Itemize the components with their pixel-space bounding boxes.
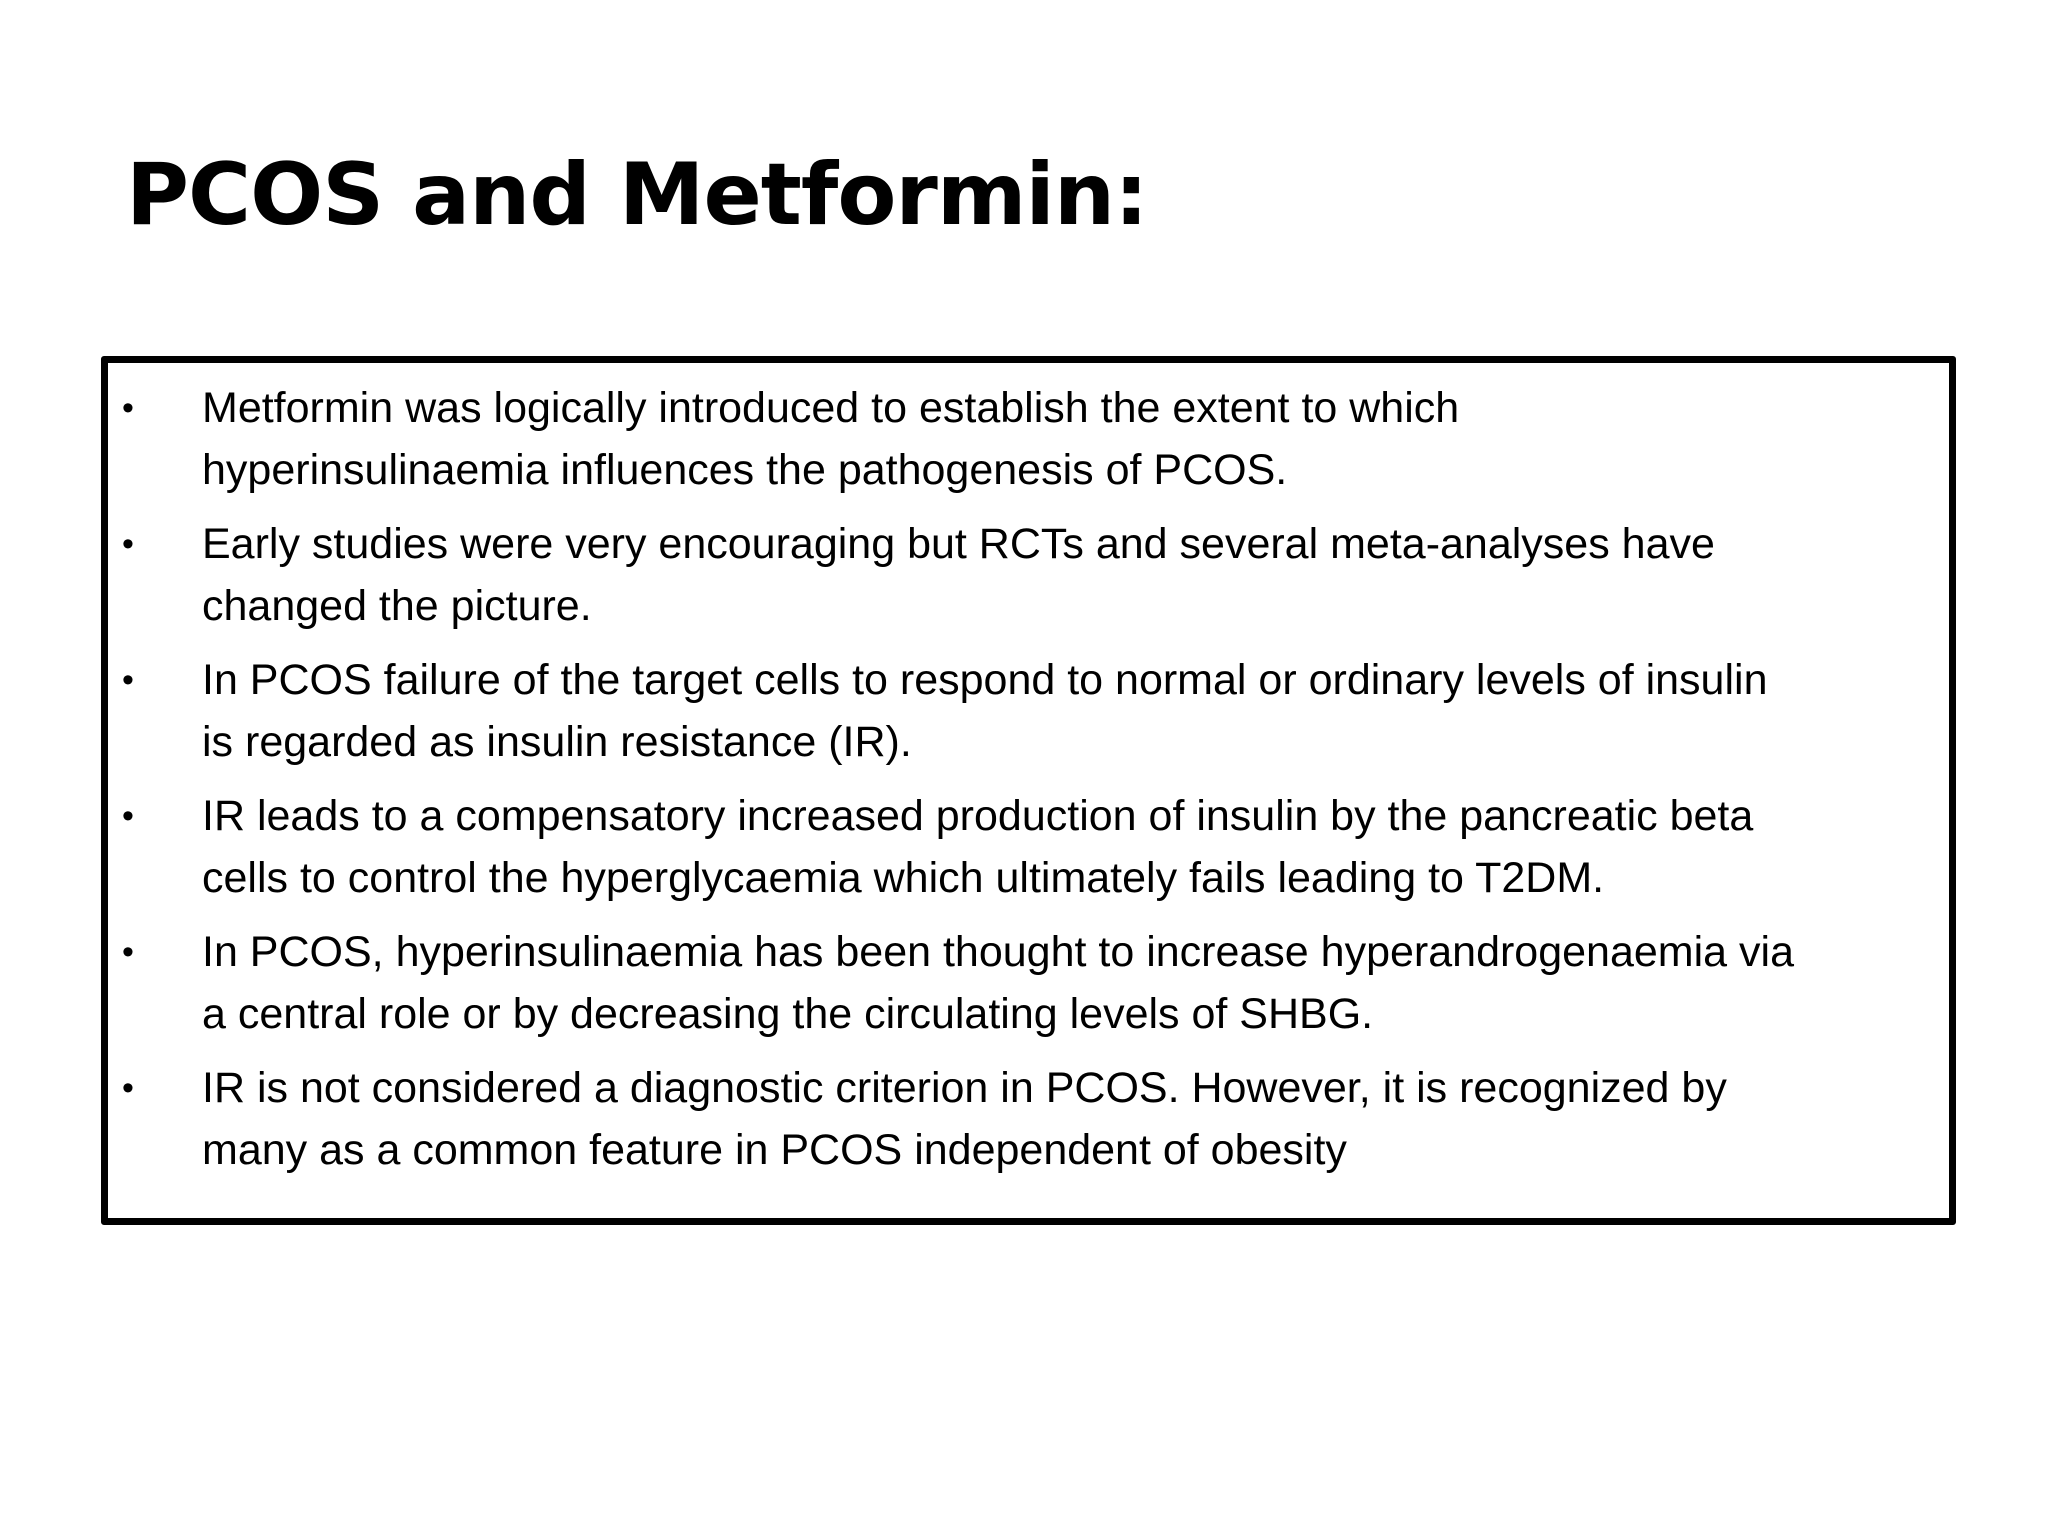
content-box — [101, 356, 1956, 1225]
bullet-text-line: is regarded as insulin resistance (IR). — [202, 718, 912, 766]
bullet-text-line: IR leads to a compensatory increased production of insulin by the pancreatic beta — [202, 792, 1754, 840]
bullet-icon: • — [122, 1069, 134, 1107]
bullet-icon: • — [122, 797, 134, 835]
bullet-item — [108, 1057, 1949, 1181]
bullet-item — [108, 377, 1949, 501]
bullet-item — [108, 921, 1949, 1045]
bullet-text-line: a central role or by decreasing the circulating levels of SHBG. — [202, 990, 1374, 1038]
bullet-text-line: Early studies were very encouraging but RCTs and several meta-analyses have — [202, 520, 1715, 568]
bullet-text-line: In PCOS, hyperinsulinaemia has been thought to increase hyperandrogenaemia via — [202, 928, 1794, 976]
bullet-text-line: cells to control the hyperglycaemia which ultimately fails leading to T2DM. — [202, 854, 1605, 902]
bullet-text-line: IR is not considered a diagnostic criterion in PCOS. However, it is recognized by — [202, 1064, 1727, 1112]
bullet-item — [108, 513, 1949, 637]
bullet-text-line: changed the picture. — [202, 582, 592, 630]
bullet-icon: • — [122, 933, 134, 971]
bullet-text-line: many as a common feature in PCOS independent of obesity — [202, 1126, 1347, 1174]
bullet-item — [108, 785, 1949, 909]
bullet-icon: • — [122, 661, 134, 699]
slide-title: PCOS and Metformin: — [126, 145, 1148, 245]
bullet-item — [108, 649, 1949, 773]
bullet-icon: • — [122, 389, 134, 427]
bullet-list — [108, 377, 1949, 1193]
bullet-icon: • — [122, 525, 134, 563]
bullet-text-line: In PCOS failure of the target cells to respond to normal or ordinary levels of insulin — [202, 656, 1768, 704]
bullet-text-line: hyperinsulinaemia influences the pathogenesis of PCOS. — [202, 446, 1288, 494]
bullet-text-line: Metformin was logically introduced to establish the extent to which — [202, 384, 1460, 432]
